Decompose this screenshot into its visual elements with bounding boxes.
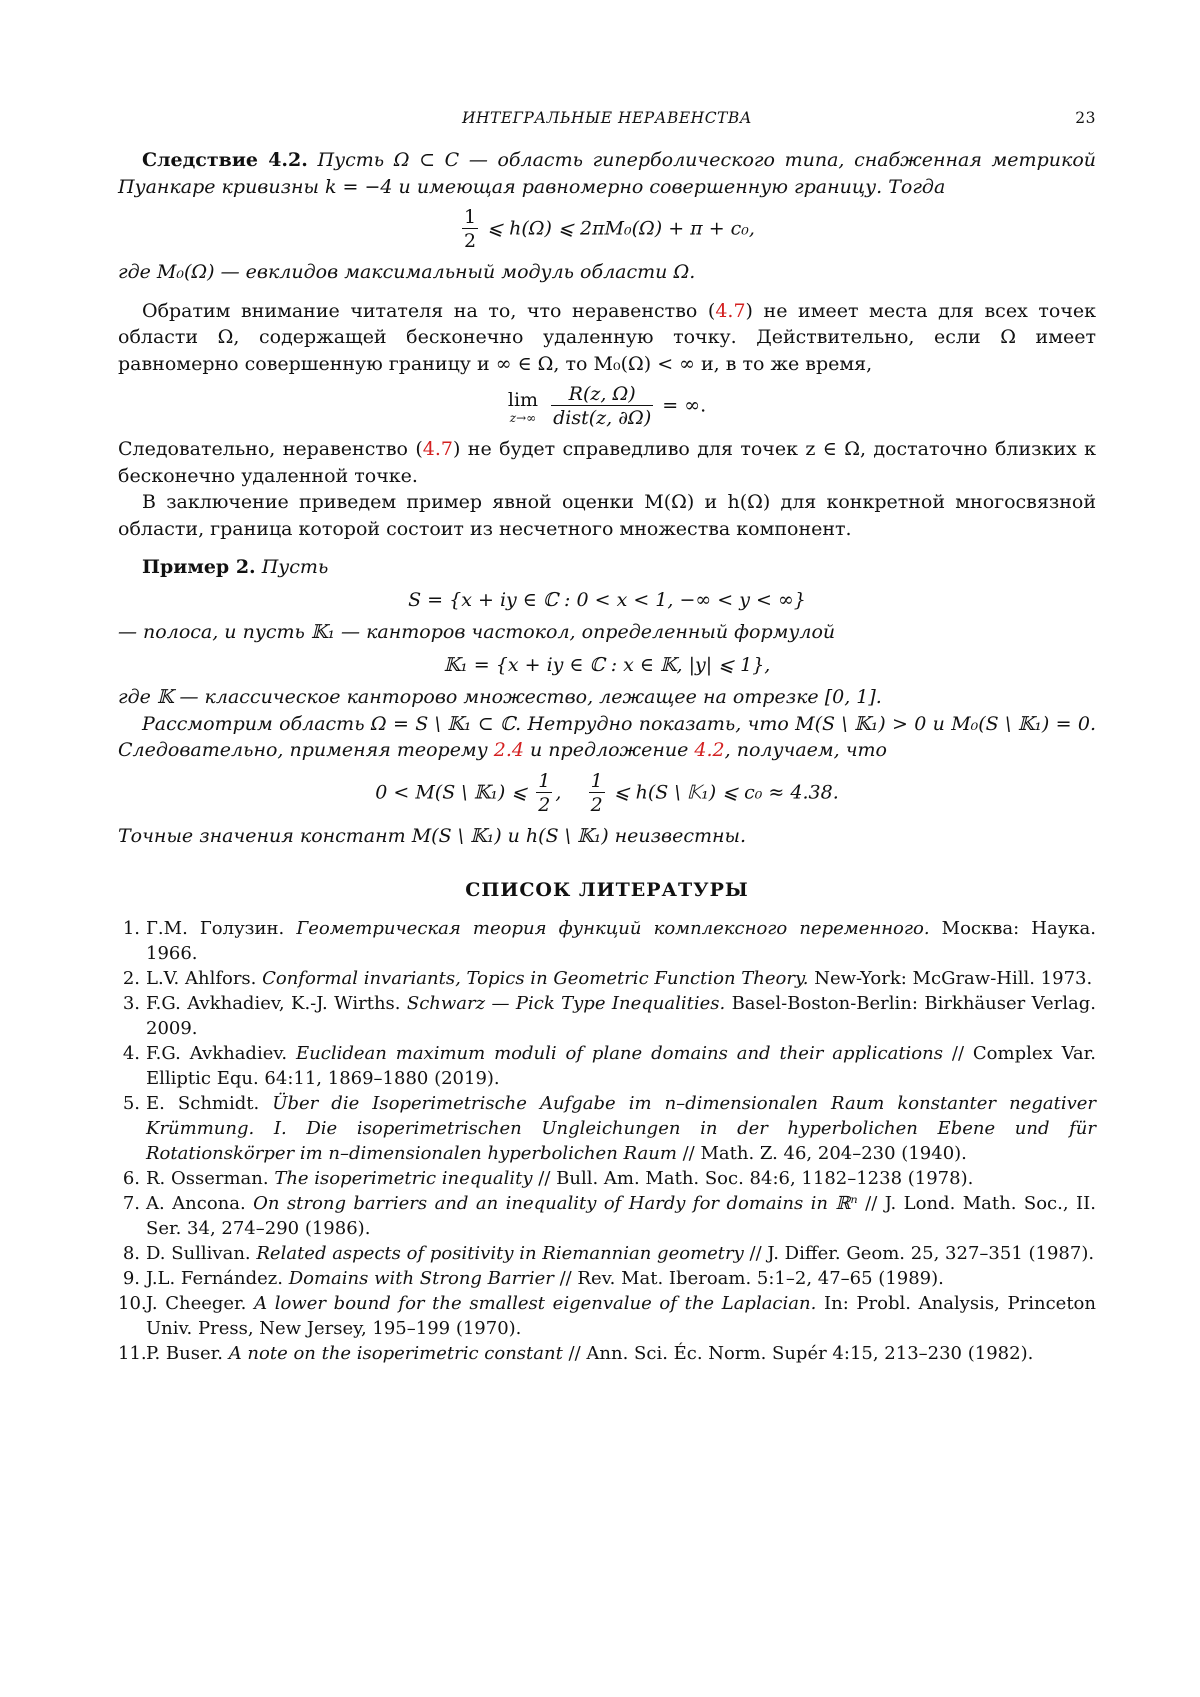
theorem-ref-link[interactable]: 2.4 xyxy=(493,739,524,761)
reference-item xyxy=(118,1291,1096,1341)
reference-source: Москва: Наука. 1966. xyxy=(146,917,1096,964)
proposition-ref-link[interactable]: 4.2 xyxy=(694,739,725,761)
running-title: ИНТЕГРАЛЬНЫЕ НЕРАВЕНСТВА xyxy=(461,109,753,127)
reference-source: // Ann. Sci. Éc. Norm. Supér 4:15, 213–230 (1982). xyxy=(562,1342,1034,1364)
reference-number: 5. xyxy=(122,1092,140,1114)
reference-title: A note on the isoperimetric constant xyxy=(228,1342,563,1364)
fraction-half: $\frac{1}{2}$ xyxy=(590,769,603,816)
references-list xyxy=(118,916,1096,1366)
reference-title: Domains with Strong Barrier xyxy=(288,1267,554,1289)
reference-author: E. Schmidt. xyxy=(146,1092,273,1114)
paragraph-1: Обратим внимание читателя на то, что неравенство (4.7) не имеет места для всех точек области Ω, содержащей бесконечно удаленную точку. Действительно, если Ω имеет равномерно совершенную границу и ∞ ∈ Ω, то M₀(Ω) < ∞ и, в то же время, xyxy=(118,299,1096,375)
reference-author: P. Buser. xyxy=(146,1342,229,1364)
example-formula: 0 < M(S \ 𝕂₁) ⩽ $\frac{1}{2}$ , $\frac{1}{2}$ ⩽ h(S \ 𝕂₁) ⩽ c₀ ≈ 4.38. xyxy=(375,769,839,816)
reference-number: 1. xyxy=(122,917,140,939)
reference-source: // Complex Var. Elliptic Equ. 64:11, 1869–1880 (2019). xyxy=(146,1042,1096,1089)
reference-title: Über die Isoperimetrische Aufgabe im n–dimensionalen Raum konstanter negativer Krümmung. I. Die isoperimetrischen Ungleichungen in der hyperbolichen Ebene und für Rotationskörper im n–dimensionalen hyperbolichen Raum xyxy=(146,1092,1096,1164)
reference-author: Г.М. Голузин. xyxy=(146,917,297,939)
reference-source: // Bull. Am. Math. Soc. 84:6, 1182–1238 (1978). xyxy=(532,1167,974,1189)
reference-item xyxy=(118,1266,1096,1291)
formula-cantor-fence: 𝕂₁ = {x + iy ∈ ℂ : x ∈ 𝕂, |y| ⩽ 1}, xyxy=(443,653,771,676)
example-text-3: Рассмотрим область Ω = S \ 𝕂₁ ⊂ ℂ. Нетрудно показать, что M(S \ 𝕂₁) > 0 и M₀(S \ 𝕂₁) = 0. Следовательно, применяя теорему 2.4 и предложение 4.2, получаем, что xyxy=(118,712,1096,761)
reference-author: A. Ancona. xyxy=(146,1192,254,1214)
example-label: Пример 2. xyxy=(142,556,256,578)
corollary-label: Следствие 4.2. xyxy=(142,149,308,171)
formula-strip: S = {x + iy ∈ ℂ : 0 < x < 1, −∞ < y < ∞} xyxy=(408,588,806,611)
fraction-half: $\frac{1}{2}$ xyxy=(538,769,551,816)
paragraph-2: Следовательно, неравенство (4.7) не будет справедливо для точек z ∈ Ω, достаточно близких к бесконечно удаленной точке. xyxy=(118,438,1097,487)
reference-title: On strong barriers and an inequality of Hardy for domains in ℝⁿ xyxy=(253,1192,858,1214)
reference-title: A lower bound for the smallest eigenvalue of the Laplacian. xyxy=(254,1292,817,1314)
references-title: СПИСОК ЛИТЕРАТУРЫ xyxy=(465,879,749,901)
reference-item xyxy=(118,916,1096,966)
reference-item xyxy=(118,1091,1096,1166)
reference-author: J. Cheeger. xyxy=(146,1292,255,1314)
reference-item xyxy=(118,966,1096,991)
example-heading xyxy=(118,554,1096,581)
limit-formula xyxy=(118,383,1096,430)
example-text-2: где 𝕂 — классическое канторово множество, лежащее на отрезке [0, 1]. xyxy=(118,686,882,708)
example-text-4: Точные значения констант M(S \ 𝕂₁) и h(S \ 𝕂₁) неизвестны. xyxy=(118,824,747,847)
reference-title: Euclidean maximum moduli of plane domains and their applications xyxy=(296,1042,943,1064)
reference-number: 9. xyxy=(122,1267,140,1289)
corollary-formula-rest: ⩽ h(Ω) ⩽ 2πM₀(Ω) + π + c₀, xyxy=(487,217,755,240)
running-header xyxy=(118,105,1096,131)
reference-source: In: Probl. Analysis, Princeton Univ. Press, New Jersey, 195–199 (1970). xyxy=(146,1292,1096,1339)
reference-author: F.G. Avkhadiev, K.-J. Wirths. xyxy=(146,992,407,1014)
limit-rest: = ∞. xyxy=(662,394,707,417)
corollary-statement xyxy=(118,147,1096,200)
reference-source: // J. Differ. Geom. 25, 327–351 (1987). xyxy=(743,1242,1095,1264)
reference-item xyxy=(118,1241,1096,1266)
reference-source: // Rev. Mat. Iberoam. 5:1–2, 47–65 (1989). xyxy=(553,1267,944,1289)
reference-author: R. Osserman. xyxy=(146,1167,275,1189)
reference-item xyxy=(118,1166,1096,1191)
fraction-half: $\frac{1}{2}$ xyxy=(464,206,477,252)
reference-source: New-York: McGraw-Hill. 1973. xyxy=(808,967,1093,989)
reference-title: Геометрическая теория функций комплексного переменного. xyxy=(296,917,930,939)
reference-author: D. Sullivan. xyxy=(146,1242,257,1264)
reference-number: 3. xyxy=(122,992,140,1014)
reference-item xyxy=(118,991,1096,1041)
equation-ref-link[interactable]: 4.7 xyxy=(715,299,746,322)
limit-fraction: $\frac{R(z, \Omega)}{\text{dist(z, ∂Ω)}}$ xyxy=(553,383,652,429)
reference-source: Basel-Boston-Berlin: Birkhäuser Verlag. 2009. xyxy=(146,992,1096,1039)
reference-number: 4. xyxy=(122,1042,140,1064)
reference-number: 2. xyxy=(122,967,140,989)
corollary-after: где M₀(Ω) — евклидов максимальный модуль области Ω. xyxy=(118,261,696,283)
limit-operator: lim z→∞ xyxy=(507,388,539,425)
example-text-1: — полоса, и пусть 𝕂₁ — канторов частокол, определенный формулой xyxy=(118,621,836,643)
reference-source: // Math. Z. 46, 204–230 (1940). xyxy=(676,1142,967,1164)
reference-item xyxy=(118,1041,1096,1091)
reference-number: 8. xyxy=(122,1242,140,1264)
reference-number: 7. xyxy=(122,1192,140,1214)
reference-item xyxy=(118,1191,1096,1241)
reference-number: 11. xyxy=(118,1342,147,1364)
corollary-formula xyxy=(118,206,1096,253)
page-content xyxy=(118,105,1096,1366)
reference-item xyxy=(118,1341,1096,1366)
reference-source: // J. Lond. Math. Soc., II. Ser. 34, 274–290 (1986). xyxy=(146,1192,1096,1239)
corollary-text: Пусть Ω ⊂ C — область гиперболического типа, снабженная метрикой Пуанкаре кривизны k = −4 и имеющая равномерно совершенную границу. Тогда xyxy=(118,149,1096,198)
reference-title: Conformal invariants, Topics in Geometric Function Theory. xyxy=(262,967,809,989)
equation-ref-link[interactable]: 4.7 xyxy=(422,438,454,460)
reference-number: 6. xyxy=(122,1167,140,1189)
reference-author: L.V. Ahlfors. xyxy=(146,967,263,989)
reference-title: The isoperimetric inequality xyxy=(274,1167,533,1189)
page-number: 23 xyxy=(1075,109,1096,127)
example-intro: Пусть xyxy=(261,556,329,578)
reference-title: Related aspects of positivity in Riemannian geometry xyxy=(256,1242,744,1264)
reference-title: Schwarz — Pick Type Inequalities. xyxy=(406,992,726,1014)
reference-author: F.G. Avkhadiev. xyxy=(146,1042,297,1064)
paragraph-3: В заключение приведем пример явной оценки M(Ω) и h(Ω) для конкретной многосвязной области, граница которой состоит из несчетного множества компонент. xyxy=(118,491,1096,540)
reference-number: 10. xyxy=(118,1292,147,1314)
reference-author: J.L. Fernández. xyxy=(146,1267,289,1289)
